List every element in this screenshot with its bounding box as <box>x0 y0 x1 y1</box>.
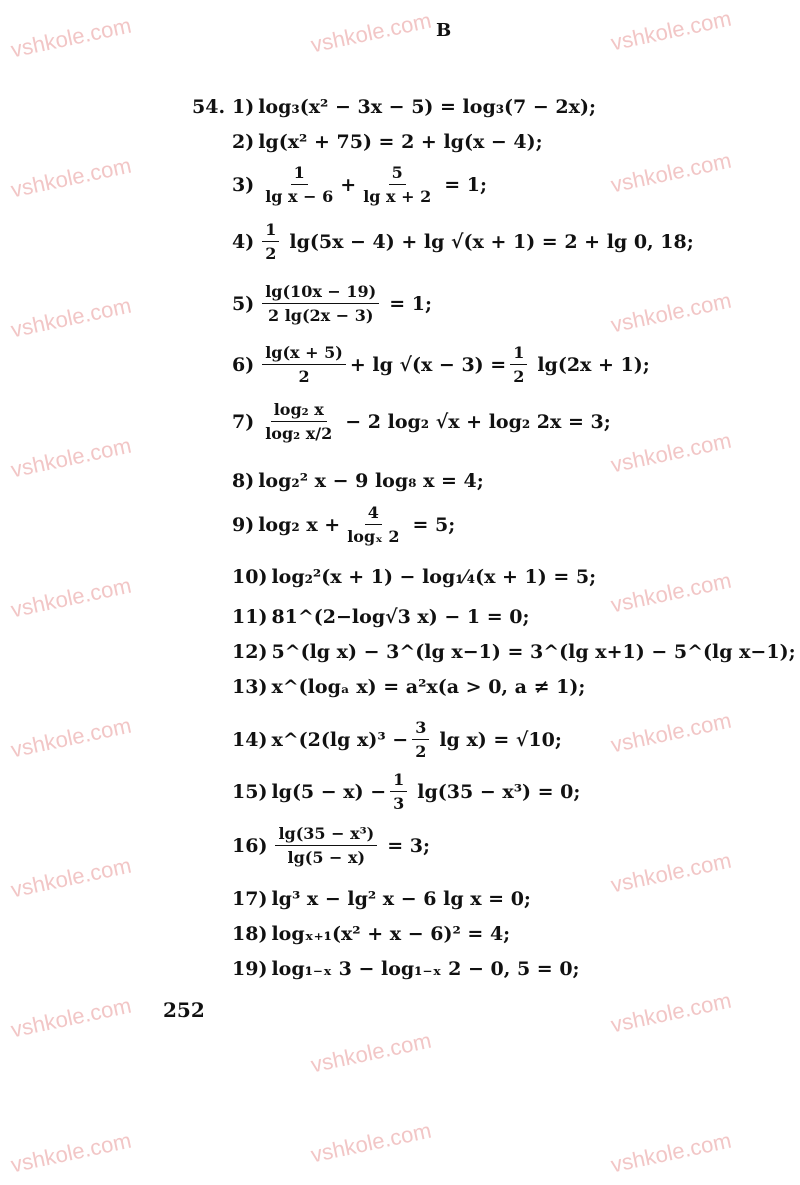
fraction-numerator: 5 <box>389 163 406 185</box>
fraction <box>262 163 336 206</box>
equation-tail: = 3; <box>387 834 430 857</box>
fraction-numerator: lg(x + 5) <box>262 343 346 365</box>
watermark: vshkole.com <box>608 847 734 898</box>
equation-4 <box>232 220 694 263</box>
fraction <box>275 824 377 867</box>
equation-label: 13) <box>232 676 268 698</box>
fraction-numerator: 1 <box>291 163 308 185</box>
equation-label: 19) <box>232 958 268 980</box>
equation-label: 1) <box>232 96 255 118</box>
watermark: vshkole.com <box>308 1117 434 1168</box>
watermark: vshkole.com <box>8 292 134 343</box>
equation-text: 5^(lg x) − 3^(lg x−1) = 3^(lg x+1) − 5^(lg x−1); <box>271 641 796 663</box>
equation-tail: lg(2x + 1); <box>537 353 650 376</box>
equation-label: 3) <box>232 173 255 196</box>
equation-label: 14) <box>232 728 268 751</box>
fraction <box>262 282 379 325</box>
fraction <box>262 400 335 443</box>
equation-text: 81^(2−log√3 x) − 1 = 0; <box>271 606 530 628</box>
fraction-numerator: 1 <box>262 220 279 242</box>
equation-tail: lg(35 − x³) = 0; <box>417 780 581 803</box>
watermark: vshkole.com <box>608 707 734 758</box>
equation-label: 6) <box>232 353 255 376</box>
equation-operator: + lg √(x − 3) = <box>349 353 507 376</box>
equation-label: 2) <box>232 131 255 153</box>
equation-text: log₁₋ₓ 3 − log₁₋ₓ 2 − 0, 5 = 0; <box>271 958 580 980</box>
equation-tail: lg(5x − 4) + lg √(x + 1) = 2 + lg 0, 18; <box>289 230 694 253</box>
fraction-denominator: log₂ x/2 <box>265 424 333 443</box>
watermark: vshkole.com <box>608 287 734 338</box>
equation-tail: = 1; <box>389 292 433 315</box>
watermark: vshkole.com <box>308 7 434 58</box>
equation-18 <box>232 923 510 945</box>
watermark: vshkole.com <box>608 5 734 56</box>
equation-operator: + <box>340 173 357 196</box>
watermark: vshkole.com <box>8 852 134 903</box>
fraction-numerator: 3 <box>412 718 429 740</box>
equation-label: 9) <box>232 513 255 536</box>
watermark: vshkole.com <box>608 147 734 198</box>
fraction-numerator: log₂ x <box>271 400 327 422</box>
equation-text: log₂² x − 9 log₈ x = 4; <box>258 470 484 492</box>
equation-label: 18) <box>232 923 268 945</box>
fraction-denominator: lg x − 6 <box>265 187 334 206</box>
watermark: vshkole.com <box>8 712 134 763</box>
equation-6 <box>232 343 650 386</box>
equation-label: 12) <box>232 641 268 663</box>
equation-11 <box>232 606 530 628</box>
watermark: vshkole.com <box>608 987 734 1038</box>
equation-7 <box>232 400 611 443</box>
fraction-numerator: 4 <box>365 503 382 525</box>
equation-8 <box>232 470 484 492</box>
equation-text: log₂²(x + 1) − log₁⁄₄(x + 1) = 5; <box>271 566 597 588</box>
equation-9 <box>232 503 455 546</box>
equation-15 <box>232 770 580 813</box>
page-number: 252 <box>163 998 205 1022</box>
watermark: vshkole.com <box>608 427 734 478</box>
equation-14 <box>232 718 562 761</box>
section-letter: В <box>436 20 452 41</box>
watermark: vshkole.com <box>8 12 134 63</box>
equation-prefix: log₂ x + <box>258 513 341 536</box>
equation-prefix: lg(5 − x) − <box>271 780 387 803</box>
equation-label: 7) <box>232 410 255 433</box>
watermark: vshkole.com <box>608 1127 734 1178</box>
fraction <box>360 163 434 206</box>
equation-13 <box>232 676 585 698</box>
equation-2 <box>232 131 543 153</box>
equation-tail: = 5; <box>412 513 456 536</box>
watermark: vshkole.com <box>8 572 134 623</box>
watermark: vshkole.com <box>8 1127 134 1178</box>
fraction <box>390 770 407 813</box>
fraction-denominator: logₓ 2 <box>347 527 400 546</box>
equation-label: 10) <box>232 566 268 588</box>
fraction-denominator: 2 lg(2x − 3) <box>268 306 374 325</box>
fraction-numerator: 1 <box>510 343 527 365</box>
equation-10 <box>232 566 596 588</box>
equation-label: 16) <box>232 834 268 857</box>
equation-3 <box>232 163 487 206</box>
equation-label: 4) <box>232 230 255 253</box>
watermark: vshkole.com <box>308 1027 434 1078</box>
watermark: vshkole.com <box>8 432 134 483</box>
equation-1 <box>232 96 596 118</box>
fraction <box>510 343 527 386</box>
fraction <box>262 220 279 263</box>
equation-prefix: x^(2(lg x)³ − <box>271 728 409 751</box>
fraction <box>344 503 402 546</box>
fraction-denominator: 2 <box>415 742 427 761</box>
equation-label: 5) <box>232 292 255 315</box>
fraction-numerator: lg(10x − 19) <box>262 282 379 304</box>
equation-12 <box>232 641 796 663</box>
fraction-numerator: 1 <box>390 770 407 792</box>
fraction-denominator: 2 <box>265 244 277 263</box>
equation-text: log₃(x² − 3x − 5) = log₃(7 − 2x); <box>258 96 596 118</box>
equation-17 <box>232 888 531 910</box>
fraction-denominator: 2 <box>298 367 310 386</box>
problem-number: 54. <box>192 96 226 118</box>
fraction-denominator: 2 <box>513 367 525 386</box>
equation-tail: = 1; <box>444 173 488 196</box>
fraction-denominator: 3 <box>393 794 405 813</box>
equation-tail: lg x) = √10; <box>439 728 562 751</box>
equation-5 <box>232 282 432 325</box>
equation-text: logₓ₊₁(x² + x − 6)² = 4; <box>271 923 511 945</box>
fraction-denominator: lg(5 − x) <box>287 848 366 867</box>
equation-label: 15) <box>232 780 268 803</box>
equation-text: lg³ x − lg² x − 6 lg x = 0; <box>271 888 531 910</box>
watermark: vshkole.com <box>8 992 134 1043</box>
fraction-numerator: lg(35 − x³) <box>275 824 377 846</box>
watermark: vshkole.com <box>8 152 134 203</box>
equation-label: 17) <box>232 888 268 910</box>
fraction <box>412 718 429 761</box>
equation-16 <box>232 824 430 867</box>
equation-text: lg(x² + 75) = 2 + lg(x − 4); <box>258 131 543 153</box>
equation-text: x^(logₐ x) = a²x(a > 0, a ≠ 1); <box>271 676 586 698</box>
fraction-denominator: lg x + 2 <box>363 187 432 206</box>
equation-19 <box>232 958 580 980</box>
equation-label: 11) <box>232 606 268 628</box>
watermark: vshkole.com <box>608 567 734 618</box>
equation-tail: − 2 log₂ √x + log₂ 2x = 3; <box>345 410 611 433</box>
fraction <box>262 343 346 386</box>
equation-label: 8) <box>232 470 255 492</box>
